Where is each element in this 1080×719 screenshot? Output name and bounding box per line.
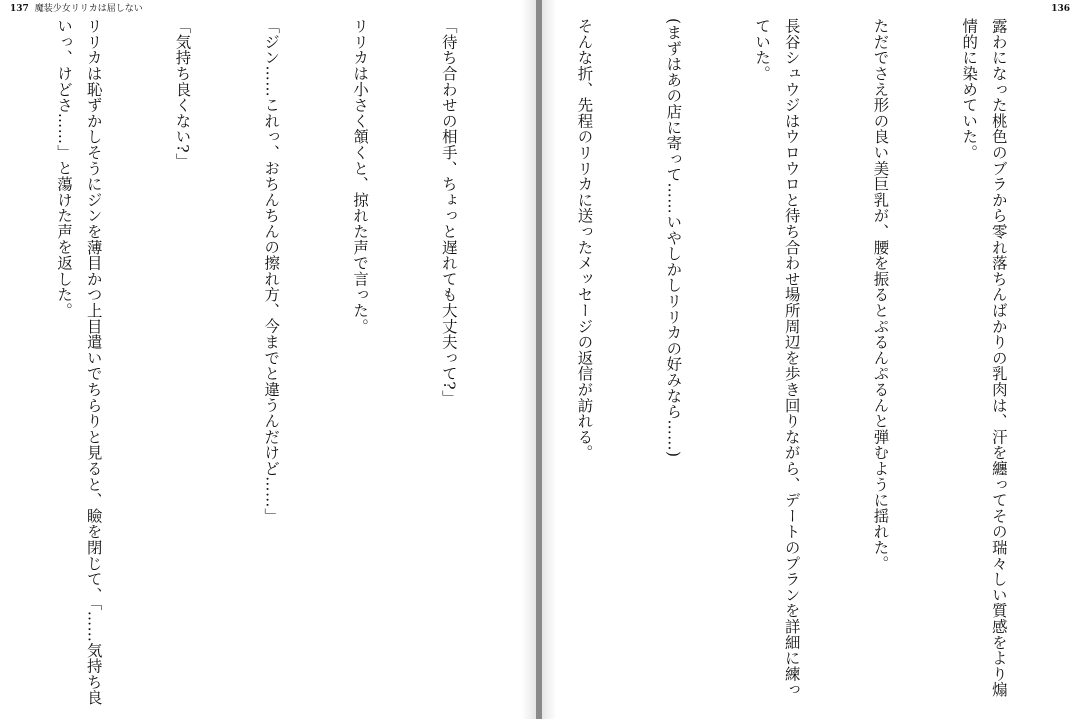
paragraph: そんな折、先程のリリカに送ったメッセージの返信が訪れる。	[575, 18, 594, 461]
paragraph: 「気持ち良くない?」	[173, 18, 192, 169]
running-title: 魔装少女リリカは屈しない	[34, 4, 143, 14]
left-page-header	[10, 4, 143, 14]
gutter-shadow	[522, 0, 536, 719]
paragraph: ただでさえ形の良い美巨乳が、腰を振るとぷるんぷるんと弾むように揺れた。	[871, 18, 890, 571]
paragraph: リリカは恥ずかしそうにジンを薄目かつ上目遣いでちらりと見ると、瞼を閉じて、「……気持ち良いっ、けどさ……」と蕩けた声を返した。	[55, 18, 103, 706]
left-page-body	[12, 18, 522, 710]
paragraph: リリカは小さく頷くと、掠れた声で言った。	[351, 18, 370, 334]
paragraph: 露わになった桃色のブラから零れ落ちんばかりの乳肉は、汗を纏ってその瑞々しい質感をより煽情的に染めていた。	[960, 18, 1008, 698]
paragraph: 長谷シュウジはウロウロと待ち合わせ場所周辺を歩き回りながら、デートのプランを詳細に練っていた。	[753, 18, 801, 698]
right-page-header	[1051, 4, 1070, 14]
page-number-left: 137	[10, 4, 29, 14]
paragraph: (まずはあの店に寄って……いやしかしリリカの好みなら……)	[664, 18, 683, 458]
paragraph: 「待ち合わせの相手、ちょっと遅れても大丈夫って?」	[439, 18, 458, 406]
left-page	[0, 0, 536, 719]
right-page	[542, 0, 1080, 719]
paragraph: 「ジン……これっ、おちんちんの擦れ方、今までと違うんだけど……」	[262, 18, 281, 524]
right-page-body	[546, 18, 1072, 710]
page-number-right: 136	[1051, 4, 1070, 14]
